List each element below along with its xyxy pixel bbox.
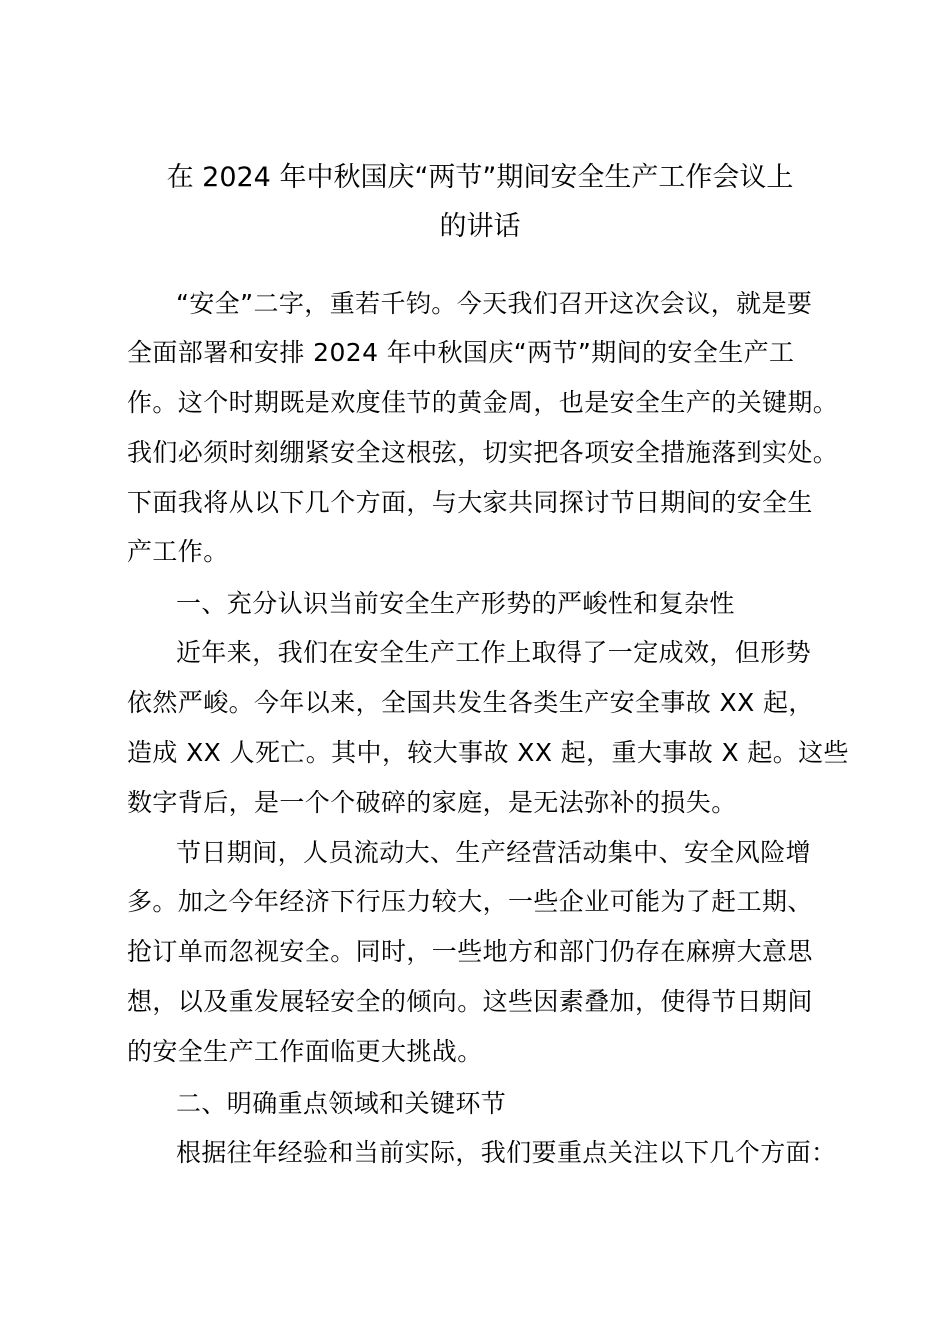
- para1-line: 造成 XX 人死亡。其中，较大事故 XX 起，重大事故 X 起。这些: [127, 738, 849, 767]
- para3-line: 根据往年经验和当前实际，我们要重点关注以下几个方面：: [176, 1138, 837, 1167]
- intro-line: 产工作。: [127, 537, 229, 566]
- para1-line: 数字背后，是一个个破碎的家庭，是无法弥补的损失。: [127, 788, 737, 817]
- para2-line: 想，以及重发展轻安全的倾向。这些因素叠加，使得节日期间: [127, 987, 813, 1016]
- document-title-line-1: 在 2024 年中秋国庆“两节”期间安全生产工作会议上: [166, 162, 794, 193]
- para2-line: 的安全生产工作面临更大挑战。: [127, 1037, 483, 1066]
- para1-line: 近年来，我们在安全生产工作上取得了一定成效，但形势: [176, 638, 812, 667]
- para2-line: 抢订单而忽视安全。同时，一些地方和部门仍存在麻痹大意思: [127, 937, 813, 966]
- document-title-line-2: 的讲话: [439, 211, 521, 242]
- intro-line: 我们必须时刻绷紧安全这根弦，切实把各项安全措施落到实处。: [127, 438, 839, 467]
- para2-line: 多。加之今年经济下行压力较大，一些企业可能为了赶工期、: [127, 887, 813, 916]
- intro-line: 全面部署和安排 2024 年中秋国庆“两节”期间的安全生产工: [127, 338, 795, 367]
- para2-line: 节日期间，人员流动大、生产经营活动集中、安全风险增: [176, 838, 812, 867]
- intro-line: 下面我将从以下几个方面，与大家共同探讨节日期间的安全生: [127, 488, 813, 517]
- intro-line: 作。这个时期既是欢度佳节的黄金周，也是安全生产的关键期。: [127, 388, 839, 417]
- intro-line: “安全”二字，重若千钧。今天我们召开这次会议，就是要: [176, 289, 813, 318]
- section-heading-2: 二、明确重点领域和关键环节: [176, 1089, 507, 1118]
- section-heading-1: 一、充分认识当前安全生产形势的严峻性和复杂性: [176, 589, 735, 618]
- para1-line: 依然严峻。今年以来，全国共发生各类生产安全事故 XX 起，: [127, 688, 814, 717]
